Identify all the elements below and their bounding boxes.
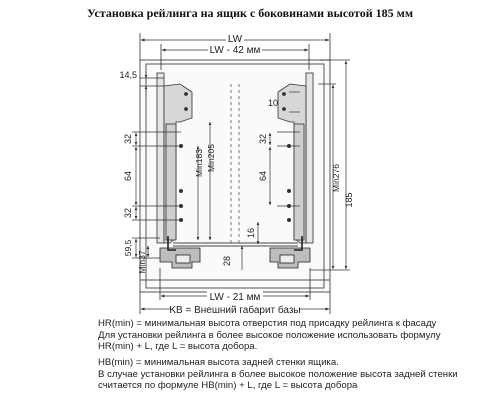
dim-185: 185 <box>344 192 354 208</box>
dim-59-5: 59,5 <box>123 239 133 257</box>
dim-10: 10 <box>267 98 278 108</box>
note-hb-line1: HB(min) = минимальная высота задней стенки ящика. <box>98 357 339 368</box>
dim-64-right: 64 <box>258 170 268 182</box>
dim-64-left: 64 <box>123 170 133 182</box>
note-hr-line1: HR(min) = минимальная высота отверстия под присадку рейлинга к фасаду <box>98 318 437 329</box>
note-hr-line3: HR(min) + L, где L = высота добора. <box>98 341 258 353</box>
page-title: Установка рейлинга на ящик с боковинами высотой 185 мм <box>86 6 414 20</box>
dim-kb: KB = Внешний габарит базы <box>169 305 301 316</box>
dim-min205: Min205 <box>206 144 216 172</box>
dim-16: 16 <box>246 227 256 239</box>
dim-min276: Min276 <box>331 164 341 192</box>
note-hb-line3: считается по формуле HB(min) + L, где L = высота добора <box>98 380 358 392</box>
dim-lw-minus-42: LW - 42 мм <box>209 45 261 56</box>
dim-32-top-left: 32 <box>123 133 133 145</box>
dim-lw-minus-21: LW - 21 мм <box>209 292 261 303</box>
dim-32-right: 32 <box>258 133 268 145</box>
dim-32-bottom-left: 32 <box>123 207 133 219</box>
dim-14-5: 14,5 <box>119 70 137 80</box>
dim-min37: Min37 <box>137 250 147 274</box>
note-hr-line2: Для установки рейлинга в более высокое положение использовать формулу <box>98 329 441 341</box>
dim-min183: Min183 <box>194 149 204 177</box>
notes-hb <box>98 357 488 392</box>
dim-lw: LW <box>227 34 243 45</box>
dim-28: 28 <box>222 255 232 267</box>
notes-hr <box>98 318 488 353</box>
note-hb-line2: В случае установки рейлинга в более высокое положение высота задней стенки <box>98 368 458 380</box>
